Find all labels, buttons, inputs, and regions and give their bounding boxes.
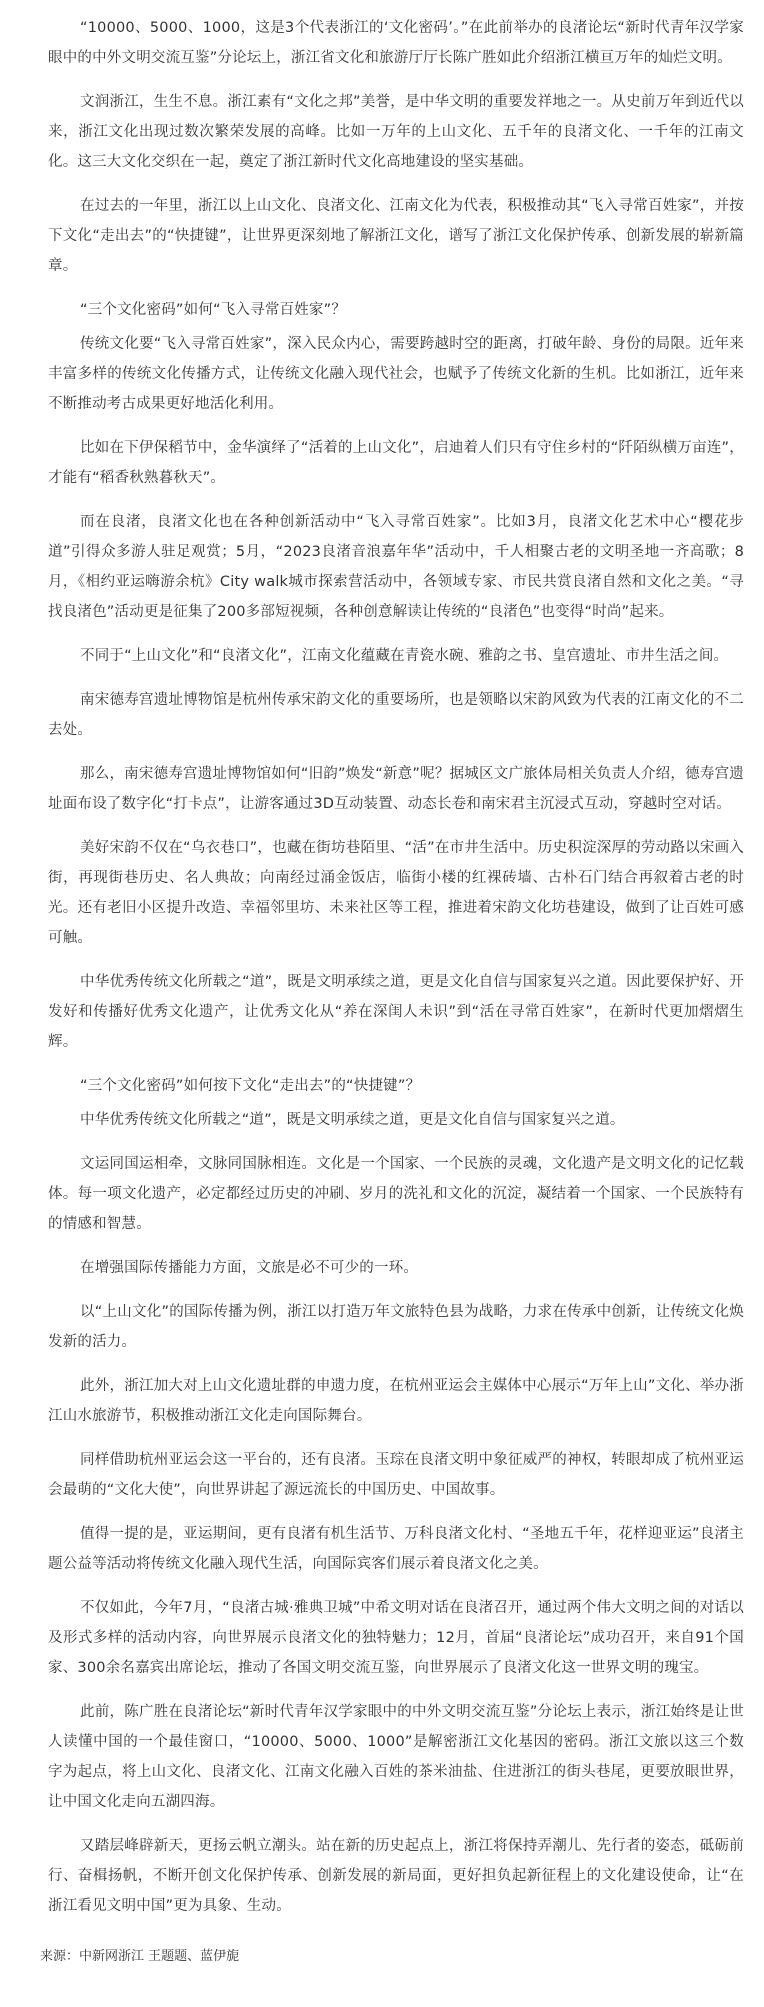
- paragraph: 此前，陈广胜在良渚论坛“新时代青年汉学家眼中的中外文明交流互鉴”分论坛上表示，浙江始终是让世人读懂中国的一个最佳窗口，“10000、5000、1000”是解密浙江文化基因的密码。浙江文旅以这三个数字为起点，将上山文化、良渚文化、江南文化融入百姓的茶米油盐、住进浙江的街头巷尾，更要放眼世界，让中国文化走向五湖四海。: [48, 1704, 744, 1810]
- source-credit: 来源：中新网浙江 王题题、蓝伊旎: [40, 1949, 240, 1964]
- paragraph: 南宋德寿宫遗址博物馆是杭州传承宋韵文化的重要场所，也是领略以宋韵风致为代表的江南文化的不二去处。: [48, 692, 744, 738]
- paragraph: 美好宋韵不仅在“乌衣巷口”，也藏在街坊巷陌里、“活”在市井生活中。历史积淀深厚的劳动路以宋画入街，再现街巷历史、名人典故；向南经过涌金饭店，临街小楼的红裸砖墙、古朴石门结合再叙着古老的时光。还有老旧小区提升改造、幸福邻里坊、未来社区等工程，推进着宋韵文化坊巷建设，做到了让百姓可感可触。: [48, 840, 744, 946]
- paragraph: 中华优秀传统文化所载之“道”，既是文明承续之道，更是文化自信与国家复兴之道。因此要保护好、开发好和传播好优秀文化遗产，让优秀文化从“养在深闺人未识”到“活在寻常百姓家”，在新时代更加熠熠生辉。: [48, 974, 744, 1050]
- paragraph: 文润浙江，生生不息。浙江素有“文化之邦”美誉，是中华文明的重要发祥地之一。从史前万年到近代以来，浙江文化出现过数次繁荣发展的高峰。比如一万年的上山文化、五千年的良渚文化、一千年的江南文化。这三大文化交织在一起，奠定了浙江新时代文化高地建设的坚实基础。: [48, 94, 744, 170]
- paragraph: 在增强国际传播能力方面，文旅是必不可少的一环。: [80, 1260, 419, 1276]
- section-question-heading: “三个文化密码”如何“飞入寻常百姓家”？: [80, 302, 347, 318]
- paragraph: 文运同国运相牵，文脉同国脉相连。文化是一个国家、一个民族的灵魂，文化遗产是文明文化的记忆载体。每一项文化遗产，必定都经过历史的冲刷、岁月的洗礼和文化的沉淀，凝结着一个国家、一个民族特有的情感和智慧。: [48, 1156, 744, 1232]
- paragraph: 不仅如此，今年7月，“良渚古城·雅典卫城”中希文明对话在良渚召开，通过两个伟大文明之间的对话以及形式多样的活动内容，向世界展示良渚文化的独特魅力；12月，首届“良渚论坛”成功召开，来自91个国家、300余名嘉宾出席论坛，推动了各国文明交流互鉴，向世界展示了良渚文化这一世界文明的瑰宝。: [48, 1600, 744, 1676]
- paragraph: “10000、5000、1000，这是3个代表浙江的‘文化密码’。”在此前举办的良渚论坛“新时代青年汉学家眼中的中外文明交流互鉴”分论坛上，浙江省文化和旅游厅厅长陈广胜如此介绍浙江横亘万年的灿烂文明。: [48, 20, 744, 66]
- paragraph: 那么，南宋德寿宫遗址博物馆如何“旧韵”焕发“新意”呢？据城区文广旅体局相关负责人介绍，德寿宫遗址面布设了数字化“打卡点”，让游客通过3D互动装置、动态长卷和南宋君主沉浸式互动，穿越时空对话。: [48, 766, 744, 812]
- paragraph: 值得一提的是，亚运期间，更有良渚有机生活节、万科良渚文化村、“圣地五千年，花样迎亚运”良渚主题公益等活动将传统文化融入现代生活，向国际宾客们展示着良渚文化之美。: [48, 1526, 744, 1572]
- paragraph: 此外，浙江加大对上山文化遗址群的申遗力度，在杭州亚运会主媒体中心展示“万年上山”文化、举办浙江山水旅游节，积极推动浙江文化走向国际舞台。: [48, 1378, 744, 1424]
- paragraph: 传统文化要“飞入寻常百姓家”，深入民众内心，需要跨越时空的距离，打破年龄、身份的局限。近年来丰富多样的传统文化传播方式，让传统文化融入现代社会，也赋予了传统文化新的生机。比如浙江，近年来不断推动考古成果更好地活化利用。: [48, 336, 744, 412]
- paragraph: 不同于“上山文化”和“良渚文化”，江南文化蕴藏在青瓷水碗、雅韵之书、皇宫遗址、市井生活之间。: [80, 648, 729, 664]
- section-question-heading: “三个文化密码”如何按下文化“走出去”的“快捷键”？: [80, 1078, 421, 1094]
- paragraph: 在过去的一年里，浙江以上山文化、良渚文化、江南文化为代表，积极推动其“飞入寻常百姓家”，并按下文化“走出去”的“快捷键”，让世界更深刻地了解浙江文化，谱写了浙江文化保护传承、创新发展的崭新篇章。: [48, 198, 744, 274]
- paragraph: 又踏层峰辟新天，更扬云帆立潮头。站在新的历史起点上，浙江将保持弄潮儿、先行者的姿态，砥砺前行、奋楫扬帆，不断开创文化保护传承、创新发展的新局面，更好担负起新征程上的文化建设使命，让“在浙江看见文明中国”更为具象、生动。: [48, 1838, 744, 1914]
- paragraph: 同样借助杭州亚运会这一平台的，还有良渚。玉琮在良渚文明中象征威严的神权，转眼却成了杭州亚运会最萌的“文化大使”，向世界讲起了源远流长的中国历史、中国故事。: [48, 1452, 744, 1498]
- paragraph: 而在良渚，良渚文化也在各种创新活动中“飞入寻常百姓家”。比如3月，良渚文化艺术中心“樱花步道”引得众多游人驻足观赏；5月，“2023良渚音浪嘉年华”活动中，千人相聚古老的文明圣地一齐高歌；8月，《相约亚运嗨游余杭》City walk城市探索营活动中，各领域专家、市民共赏良渚自然和文化之美。“寻找良渚色”活动更是征集了200多部短视频，各种创意解读让传统的“良渚色”也变得“时尚”起来。: [48, 514, 744, 620]
- paragraph: 比如在下伊保稻节中，金华演绎了“活着的上山文化”，启迪着人们只有守住乡村的“阡陌纵横万亩连”，才能有“稻香秋熟暮秋天”。: [48, 440, 744, 486]
- paragraph: 以“上山文化”的国际传播为例，浙江以打造万年文旅特色县为战略，力求在传承中创新，让传统文化焕发新的活力。: [48, 1304, 744, 1350]
- paragraph: 中华优秀传统文化所载之“道”，既是文明承续之道，更是文化自信与国家复兴之道。: [80, 1112, 625, 1128]
